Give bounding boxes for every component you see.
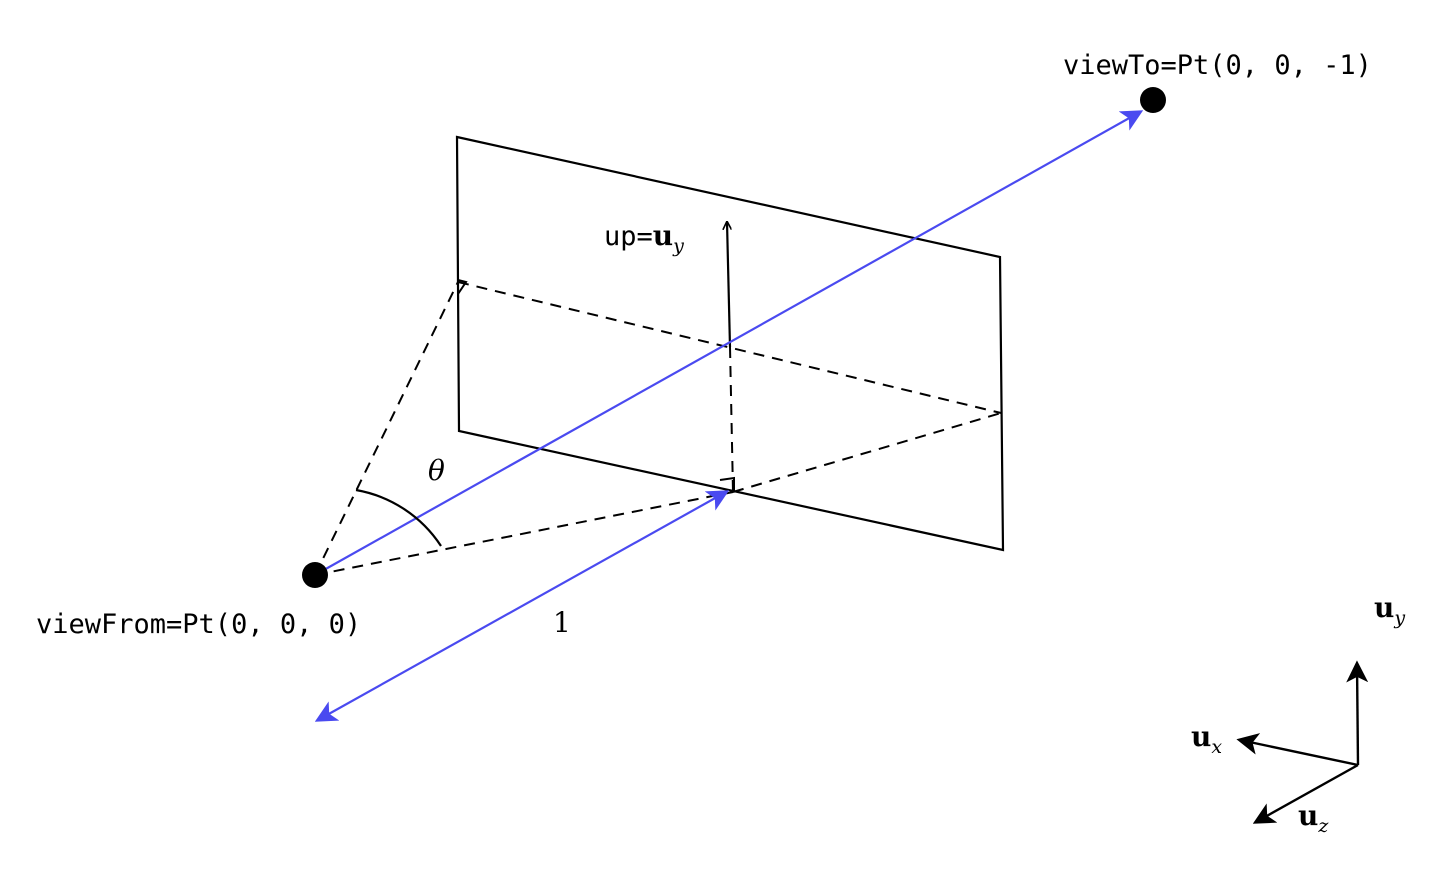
distance-label: 1 [553, 606, 571, 639]
axis-x-arrow [1240, 740, 1358, 765]
distance-measure-arrow [318, 492, 726, 720]
axis-x-label-subscript: x [1211, 736, 1223, 758]
axis-y-label [1374, 591, 1405, 629]
up-label-vector: u [652, 219, 674, 252]
axis-y-label-subscript: y [1394, 607, 1406, 629]
axis-y-arrow [1357, 664, 1358, 765]
dashed-vertical-centerline [730, 347, 733, 492]
dashed-frustum-top [315, 282, 458, 575]
axis-x-label [1191, 720, 1222, 758]
view-to-point [1140, 87, 1166, 113]
up-vector-arrow [727, 222, 730, 347]
view-from-point [302, 562, 328, 588]
axis-z-label-subscript: z [1318, 815, 1329, 837]
dashed-bottom-to-right [733, 413, 1001, 492]
axis-x-label-vector: u [1191, 720, 1212, 753]
view-direction-ray [315, 112, 1140, 575]
dashed-frustum-bottom [315, 492, 733, 575]
up-label-subscript: y [673, 235, 684, 257]
axis-z-label [1298, 799, 1329, 837]
coordinate-axes [1191, 591, 1405, 837]
up-label [604, 219, 684, 257]
axis-z-label-vector: u [1298, 799, 1319, 832]
axis-y-label-vector: u [1374, 591, 1395, 624]
theta-label: θ [428, 454, 445, 487]
view-to-label: viewTo=Pt(0, 0, -1) [1063, 50, 1372, 81]
up-label-prefix: up= [604, 221, 653, 252]
view-from-label: viewFrom=Pt(0, 0, 0) [36, 609, 362, 640]
theta-angle-arc [356, 490, 441, 546]
